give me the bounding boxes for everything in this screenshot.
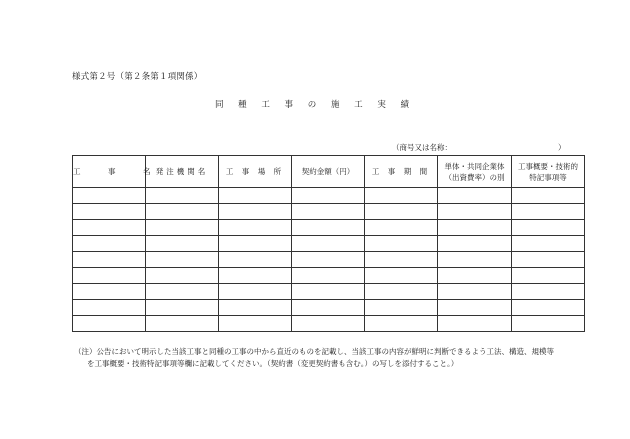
table-cell[interactable]	[438, 316, 512, 332]
header-construction-location	[219, 156, 292, 188]
header-construction-period	[365, 156, 438, 188]
table-cell[interactable]	[365, 300, 438, 316]
table-cell[interactable]	[219, 188, 292, 204]
table-cell[interactable]	[219, 300, 292, 316]
table-cell[interactable]	[512, 236, 585, 252]
trade-name-close-paren: ）	[558, 143, 566, 152]
header-construction-location-label: 工 事 場 所	[225, 167, 285, 176]
table-cell[interactable]	[292, 316, 365, 332]
table-cell[interactable]	[292, 188, 365, 204]
header-single-or-jv	[438, 156, 512, 188]
table-cell[interactable]	[512, 252, 585, 268]
table-body	[73, 188, 585, 332]
table-row	[73, 316, 585, 332]
table-cell[interactable]	[219, 204, 292, 220]
table-cell[interactable]	[292, 300, 365, 316]
table-cell[interactable]	[219, 268, 292, 284]
table-cell[interactable]	[438, 300, 512, 316]
table-cell[interactable]	[438, 236, 512, 252]
table-cell[interactable]	[512, 284, 585, 300]
table-row	[73, 300, 585, 316]
table-cell[interactable]	[365, 236, 438, 252]
table-row	[73, 220, 585, 236]
form-number: 様式第２号（第２条第１項関係）	[72, 72, 203, 82]
table-cell[interactable]	[365, 268, 438, 284]
table-cell[interactable]	[365, 188, 438, 204]
table-cell[interactable]	[512, 268, 585, 284]
table-cell[interactable]	[438, 188, 512, 204]
header-contract-amount	[292, 156, 365, 188]
table-cell[interactable]	[146, 252, 219, 268]
table-cell[interactable]	[438, 252, 512, 268]
trade-name-label: （商号又は名称：	[392, 143, 452, 152]
footnote-line-2: を工事概要・技術特記事項等欄に記載してください。（契約書（変更契約書も含む。）の写しを添付すること。）	[87, 359, 459, 368]
table-row	[73, 284, 585, 300]
table-cell[interactable]	[438, 284, 512, 300]
table-cell[interactable]	[146, 284, 219, 300]
table-cell[interactable]	[146, 204, 219, 220]
table-cell[interactable]	[512, 316, 585, 332]
table-cell[interactable]	[73, 188, 146, 204]
table-cell[interactable]	[73, 284, 146, 300]
table-cell[interactable]	[73, 252, 146, 268]
table-row	[73, 236, 585, 252]
table-cell[interactable]	[146, 188, 219, 204]
header-overview-notes-line2: 特記事項等	[529, 172, 567, 182]
table-cell[interactable]	[146, 236, 219, 252]
header-overview-notes-line1: 工事概要・技術的	[518, 161, 578, 171]
table-cell[interactable]	[73, 300, 146, 316]
table-cell[interactable]	[438, 204, 512, 220]
header-construction-period-label: 工 事 期 間	[371, 167, 431, 176]
header-ordering-agency	[146, 156, 219, 188]
table-cell[interactable]	[146, 220, 219, 236]
table-header-row	[73, 156, 585, 188]
table-cell[interactable]	[512, 188, 585, 204]
table-row	[73, 204, 585, 220]
table-cell[interactable]	[292, 204, 365, 220]
table-cell[interactable]	[292, 268, 365, 284]
table-cell[interactable]	[146, 300, 219, 316]
table-cell[interactable]	[512, 204, 585, 220]
table-cell[interactable]	[292, 284, 365, 300]
header-construction-name-label: 工 事 名	[73, 167, 161, 176]
table-cell[interactable]	[73, 220, 146, 236]
table-cell[interactable]	[365, 204, 438, 220]
table-cell[interactable]	[219, 284, 292, 300]
table-row	[73, 268, 585, 284]
table-cell[interactable]	[438, 268, 512, 284]
table-cell[interactable]	[146, 268, 219, 284]
header-construction-name	[73, 156, 161, 188]
table-cell[interactable]	[219, 316, 292, 332]
table-cell[interactable]	[438, 220, 512, 236]
table-cell[interactable]	[365, 220, 438, 236]
footnote	[74, 346, 594, 370]
header-contract-amount-label: 契約金額（円）	[301, 167, 355, 176]
table-cell[interactable]	[73, 236, 146, 252]
table-cell[interactable]	[292, 220, 365, 236]
table-cell[interactable]	[73, 204, 146, 220]
table-cell[interactable]	[292, 252, 365, 268]
table-cell[interactable]	[512, 300, 585, 316]
header-single-or-jv-line2: （出資費率）の別	[444, 172, 505, 182]
document-title: 同 種 工 事 の 施 工 実 績	[214, 100, 416, 110]
construction-record-table	[72, 155, 585, 332]
table-cell[interactable]	[73, 268, 146, 284]
footnote-line-1: （注）公告において明示した当該工事と同種の工事の中から直近のものを記載し、当該工事の内容が鮮明に判断できるよう工法、構造、規模等	[74, 347, 554, 356]
table-cell[interactable]	[73, 316, 146, 332]
table-cell[interactable]	[365, 316, 438, 332]
table-row	[73, 188, 585, 204]
table-cell[interactable]	[219, 252, 292, 268]
header-overview-notes	[512, 156, 585, 188]
table-cell[interactable]	[219, 236, 292, 252]
table-cell[interactable]	[219, 220, 292, 236]
table-cell[interactable]	[146, 316, 219, 332]
header-single-or-jv-line1: 単体・共同企業体	[444, 161, 505, 171]
table-cell[interactable]	[292, 236, 365, 252]
table-row	[73, 252, 585, 268]
table-cell[interactable]	[365, 252, 438, 268]
table-cell[interactable]	[365, 284, 438, 300]
header-ordering-agency-label: 発注機関名	[155, 167, 209, 176]
table-cell[interactable]	[512, 220, 585, 236]
